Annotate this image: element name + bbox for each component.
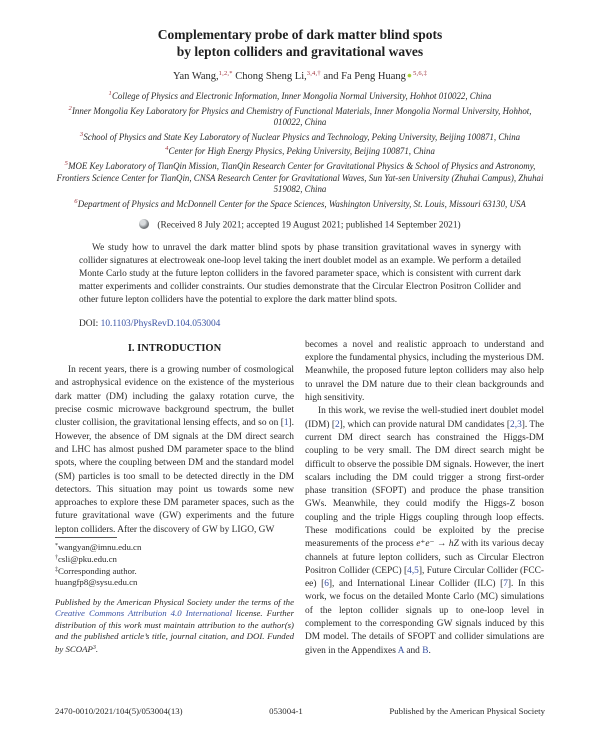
text-run: ], and International Linear Collider (ILC) [ (328, 579, 504, 590)
license-notice (55, 597, 294, 655)
text-run: ‡ (55, 567, 58, 573)
text-run: 5 (64, 159, 69, 167)
text-run: 3 (92, 644, 96, 651)
footnote-email-2 (55, 553, 294, 565)
inline-link[interactable]: 1 (283, 418, 289, 429)
text-run: 4 (165, 145, 169, 153)
author-line (55, 67, 545, 83)
text-run: and (403, 645, 423, 656)
received-dates: (Received 8 July 2021; accepted 19 August 2021; published 14 September 2021) (157, 220, 461, 231)
text-run: Published by the American Physical Society under the terms of the (55, 597, 294, 607)
text-run: 2 (68, 104, 72, 112)
text-run: wangyan@imnu.edu.cn (58, 542, 142, 552)
crossmark-icon[interactable] (139, 219, 149, 229)
text-run: Inner Mongolia Key Laboratory for Physics and Chemistry of Functional Materials, Inner Mongolia Normal University, Hohhot, 010022, China (71, 105, 532, 128)
paper-title-line2: by lepton colliders and gravitational waves (176, 44, 424, 59)
cc-license-link[interactable]: Creative Commons Attribution 4.0 International (55, 608, 233, 619)
text-run: ], which can provide natural DM candidates [ (339, 419, 511, 430)
text-run: 6 (74, 197, 78, 205)
text-run: . (95, 643, 99, 654)
intro-paragraph-right-1: becomes a novel and realistic approach to understand and explore the fundamental physics, including the mysterious DM. Meanwhile, the proposed future lepton colliders may also help to unravel the DM nature due to their clean backgrounds and high sensitivity. (305, 339, 544, 404)
paper-title-line1: Complementary probe of dark matter blind spots (157, 27, 443, 42)
text-run: 1 (108, 90, 112, 97)
text-run: Department of Physics and McDonnell Center for the Space Sciences, Washington University, St. Louis, Missouri 63130, USA (77, 198, 526, 209)
inline-link[interactable]: B (422, 645, 429, 656)
footnote-corresponding (55, 565, 294, 577)
footnote-block (55, 537, 294, 664)
text-run: 3 (79, 130, 84, 138)
text-run: * (55, 543, 58, 549)
text-run: 5,6,‡ (413, 70, 428, 77)
inline-link[interactable]: 2,3 (510, 419, 522, 430)
text-run: Center for High Energy Physics, Peking University, Beijing 100871, China (168, 146, 435, 157)
doi-link[interactable]: 10.1103/PhysRevD.104.053004 (100, 318, 221, 329)
inline-link[interactable]: 6 (324, 579, 329, 590)
text-run: ], Future Circular Collider (FCC-ee) [ (305, 565, 544, 590)
paper-title (55, 26, 545, 60)
text-run: 1,2,* (218, 70, 233, 77)
footnote-rule (55, 537, 117, 538)
footer-page-number: 053004-1 (269, 706, 303, 716)
footnote-email-3 (55, 577, 294, 588)
abstract (79, 242, 521, 307)
text-run: † (55, 555, 58, 561)
footnote-email-1 (55, 541, 294, 553)
affiliation-3 (55, 129, 545, 144)
received-line (55, 219, 545, 231)
text-run: ]. In this work, we focus on the detailed Monte Carlo (MC) simulations of the lepton collider signals up to one-loop level in complement to the corresponding GW signals induced by this DM model. The details of SFOPT and collider simulations are given in the Appendixes (305, 579, 544, 656)
doi-line (79, 319, 521, 329)
text-run: csli@pku.edu.cn (58, 554, 117, 564)
inline-link[interactable]: 4,5 (407, 565, 419, 576)
text-run: School of Physics and State Key Laboratory of Nuclear Physics and Technology, Peking University, Beijing 100871, China (83, 131, 521, 142)
orcid-icon: ● (406, 70, 413, 80)
text-run: Corresponding author. (58, 566, 137, 576)
inline-link[interactable]: 2 (334, 419, 340, 430)
footer-publisher: Published by the American Physical Society (389, 706, 545, 716)
section-heading-introduction: I. INTRODUCTION (127, 342, 222, 354)
affiliation-4 (55, 143, 545, 158)
text-run: e⁺e⁻ → hZ (416, 539, 459, 550)
text-run: In this work, we revise the well-studied inert doublet model (IDM) [ (305, 406, 544, 430)
affiliation-2 (55, 103, 545, 129)
text-run: Yan Wang, (172, 71, 219, 82)
affiliation-5 (55, 158, 545, 196)
right-column (305, 339, 544, 657)
footer-issn-info: 2470-0010/2021/104(5)/053004(13) (55, 706, 183, 716)
affiliations (55, 88, 545, 210)
text-run: College of Physics and Electronic Information, Inner Mongolia Normal University, Hohhot 010022, China (111, 91, 492, 101)
text-run: license. Further distribution of this work must maintain attribution to the author(s) and the published article’s title, journal citation, and DOI. Funded by SCOAP (55, 608, 294, 654)
abstract-text: We study how to unravel the dark matter blind spots by phase transition gravitational waves in synergy with collider signatures at electroweak one-loop level taking the inert doublet model as an example. We perform a detailed Monte Carlo study at the future lepton colliders in the favored parameter space, which is consistent with current dark matter experiments and collider constraints. Our studies demonstrate that the Circular Electron Positron Collider and other future lepton colliders have the potential to explore the dark matter blind spots. (79, 242, 521, 305)
text-run: ]. However, the absence of DM signals at the DM direct search and LHC has almost pushed DM parameter space to the blind spots, where the coupling between DM and the standard model (SM) particles is too small to be detected directly in the DM detectors. This situation may point us towards some new approaches to explore these DM parameter spaces, such as the future gravitational wave (GW) experiments and the future lepton colliders. After the discovery of GW by LIGO, GW (55, 418, 294, 535)
text-run: ]. The current DM direct search has constrained the Higgs-DM coupling to be very small. The DM direct search might be difficult to observe the possible DM signals. However, the inert scalars including the DM could trigger a strong first-order phase transition (SFOPT) and produce the phase transition GWs. Meanwhile, they could modify the Higgs-Z boson coupling and the triple Higgs coupling through loop effects. These modifications could be exploited by the precise measurements of the process (305, 419, 544, 550)
affiliation-6 (55, 196, 545, 211)
text-run: with its various decay channels at future lepton colliders, such as Circular Electron Positron Collider (CEPC) [ (305, 539, 545, 576)
inline-link[interactable]: A (397, 645, 404, 656)
text-run: 3,4,† (306, 70, 321, 77)
intro-paragraph-right-2 (305, 405, 544, 658)
page-footer (55, 706, 545, 716)
text-run: . (428, 645, 431, 656)
left-column (55, 339, 294, 657)
text-run: MOE Key Laboratory of TianQin Mission, TianQin Research Center for Gravitational Physics & School of Physics and Astronomy, Frontiers Science Center for TianQin, CNSA Research Center for Gravitational Waves, Sun Yat-sen University (Zhuhai Campus), Zhuhai 519082, China (56, 160, 544, 195)
intro-paragraph-left (55, 364, 294, 537)
text-run: In recent years, there is a growing number of cosmological and astrophysical evidence on the existence of the mysterious dark matter (DM) including the galaxy rotation curve, the precise cosmic microwave background spectrum, the bullet cluster collision, the gravitational lensing effects, and so on [ (55, 365, 294, 429)
text-run: Chong Sheng Li, (232, 71, 307, 82)
text-run: DOI: (79, 318, 101, 329)
affiliation-1 (55, 88, 545, 103)
two-column-body (55, 339, 545, 657)
inline-link[interactable]: 7 (503, 579, 508, 590)
text-run: huangfp8@sysu.edu.cn (55, 577, 138, 587)
text-run: and Fa Peng Huang (320, 71, 406, 82)
